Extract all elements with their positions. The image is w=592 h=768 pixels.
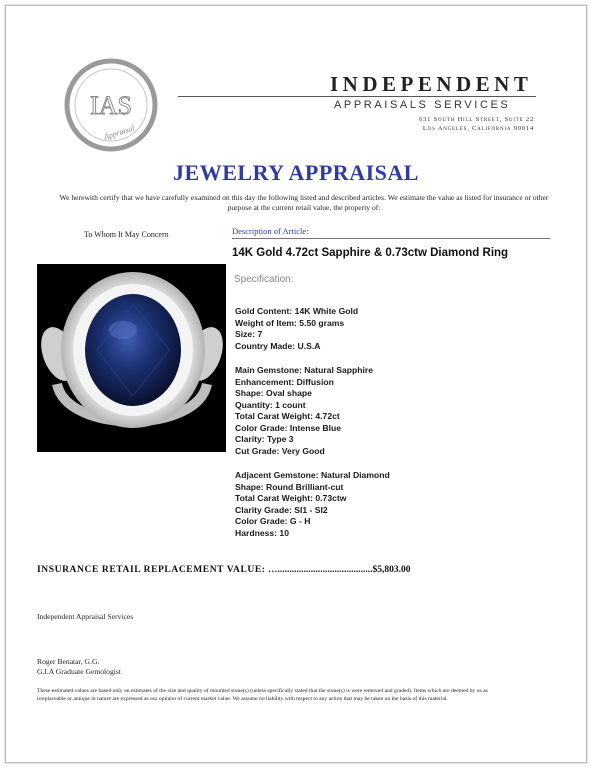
signer-title: G.I.A Graduate Gemologist [37, 667, 121, 676]
spec-line: Gold Content: 14K White Gold [235, 306, 359, 316]
spec-line: Main Gemstone: Natural Sapphire [235, 365, 374, 375]
spec-line: Cut Grade: Very Good [235, 445, 325, 456]
item-title: 14K Gold 4.72ct Sapphire & 0.73ctw Diamond Ring [232, 247, 509, 259]
company-name: INDEPENDENT [330, 72, 533, 96]
spec-line: Clarity: Type 3 [235, 434, 294, 444]
insurance-value-line [37, 565, 410, 575]
ias-logo [64, 58, 158, 152]
insurance-value-leader: …........................................ [265, 565, 373, 575]
company-address-line1: 631 South Hill Street, Suite 22 [419, 116, 534, 123]
main-gemstone-specs [235, 365, 373, 457]
spec-line: Shape: Oval shape [235, 388, 312, 398]
footer-company: Independent Appraisal Services [37, 612, 134, 621]
certification-text: We herewith certify that we have carefully examined on this day the following listed and described articles. We estimate the value as listed for insurance or other purpose at the current retail value, the property of: [59, 193, 549, 212]
spec-line: Size: 7 [235, 329, 263, 339]
spec-line: Adjacent Gemstone: Natural Diamond [235, 470, 390, 480]
signer-name: Roger Benatar, G.G. [37, 657, 100, 666]
spec-line: Hardness: 10 [235, 527, 289, 538]
spec-line: Clarity Grade: SI1 - SI2 [235, 504, 328, 515]
spec-line: Total Carat Weight: 0.73ctw [235, 493, 347, 503]
spec-line: Color Grade: G - H [235, 516, 311, 526]
company-subtitle: APPRAISALS SERVICES [334, 99, 511, 111]
recipient: To Whom It May Concern [84, 230, 169, 239]
description-rule [232, 238, 550, 239]
metal-specs [235, 306, 358, 352]
document-title: JEWELRY APPRAISAL [173, 160, 419, 185]
logo-initials: IAS [90, 91, 132, 120]
ias-logo-mark [64, 58, 158, 152]
logo-ring-text: Appraisal [102, 123, 136, 142]
insurance-value-label: INSURANCE RETAIL REPLACEMENT VALUE: [37, 565, 266, 575]
signer-block [37, 657, 121, 677]
description-label: Description of Article: [232, 226, 309, 236]
spec-line: Shape: Round Brilliant-cut [235, 481, 344, 492]
disclaimer-text: These estimated values are based only on estimates of the size and quality of mounted stone(s) (unless specifically stated that the stone(s) is were removed and graded). Items which are deemed by us as irreplaceable or antique in nature are expressed as our opinion of current market value. We assume no liability with respect to any action that may be taken on the basis of this material. [37, 688, 488, 702]
insurance-value-amount: $5,803.00 [372, 565, 411, 575]
spec-line: Enhancement: Diffusion [235, 376, 334, 387]
specification-label: Specification: [234, 274, 294, 285]
ring-photo [37, 264, 226, 452]
spec-line: Quantity: 1 count [235, 399, 306, 410]
spec-line: Weight of Item: 5.50 grams [235, 317, 345, 328]
adjacent-gemstone-specs [235, 470, 390, 539]
spec-line: Color Grade: Intense Blue [235, 422, 342, 433]
spec-line: Country Made: U.S.A [235, 340, 321, 351]
ring-image [37, 264, 226, 452]
spec-line: Total Carat Weight: 4.72ct [235, 411, 340, 421]
company-address-line2: Los Angeles, California 90014 [422, 125, 534, 132]
